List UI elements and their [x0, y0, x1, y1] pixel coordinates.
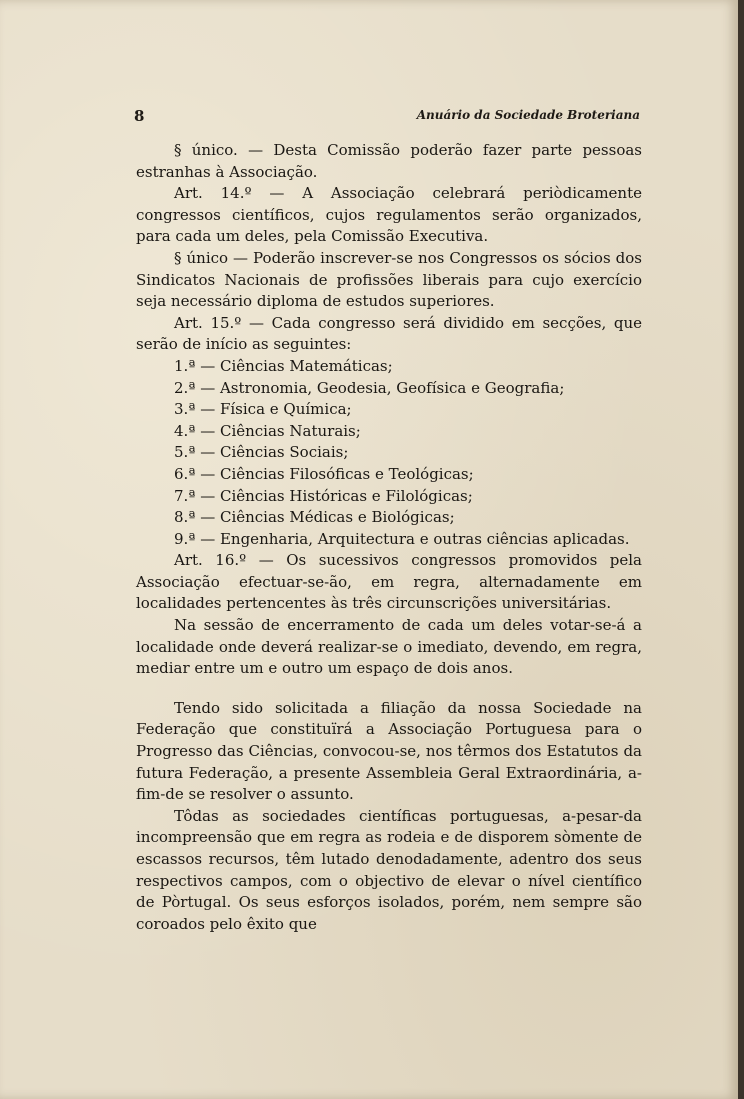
- section-list-item: 4.ª — Ciências Naturais;: [174, 421, 361, 440]
- paragraph: Na sessão de encerramento de cada um deles votar-se-á a localidade onde deverá realizar-se o imediato, devendo, em regra, mediar entre um e outro um espaço de dois anos.: [136, 616, 642, 678]
- paragraph: § único — Poderão inscrever-se nos Congressos os sócios dos Sindicatos Nacionais de profissões liberais para cujo exercício seja necessário diploma de estudos superiores.: [136, 248, 642, 311]
- page-header: [134, 107, 640, 125]
- section-list-item: 5.ª — Ciências Sociais;: [174, 443, 349, 462]
- page-body: [136, 140, 642, 935]
- section-break: [136, 680, 642, 698]
- section-list: [136, 356, 642, 550]
- section-list-item: 1.ª — Ciências Matemáticas;: [174, 356, 393, 375]
- section-list-item: 2.ª — Astronomia, Geodesia, Geofísica e Geografia;: [174, 378, 565, 397]
- paragraph: Tôdas as sociedades científicas portuguesas, a-pesar-da incompreensão que em regra as rodeia e de disporem sòmente de escassos recursos, têm lutado denodadamente, adentro dos seus respectivos campos, com o objectivo de elevar o nível científico de Pòrtugal. Os seus esforços isolados, porém, nem sempre são coroados pelo êxito que: [136, 806, 642, 933]
- paragraph: Art. 15.º — Cada congresso será dividido em secções, que serão de início as seguintes:: [136, 313, 642, 354]
- section-list-item: 3.ª — Física e Química;: [174, 400, 352, 419]
- paragraph: Tendo sido solicitada a filiação da nossa Sociedade na Federação que constituïrá a Associação Portuguesa para o Progresso das Ciências, convocou-se, nos têrmos dos Estatutos da futura Federação, a presente Assembleia Geral Extraordinária, a-fim-de se resolver o assunto.: [136, 698, 642, 804]
- running-title: Anuário da Sociedade Broteriana: [416, 108, 640, 122]
- paragraph: § único. — Desta Comissão poderão fazer parte pessoas estranhas à Associação.: [136, 141, 642, 181]
- section-list-item: 8.ª — Ciências Médicas e Biológicas;: [174, 508, 455, 527]
- section-list-item: 6.ª — Ciências Filosóficas e Teológicas;: [174, 464, 474, 483]
- paragraph: Art. 14.º — A Associação celebrará periòdicamente congressos científicos, cujos regulamentos serão organizados, para cada um deles, pela Comissão Executiva.: [136, 184, 642, 246]
- paragraph: Art. 16.º — Os sucessivos congressos promovidos pela Associação efectuar-se-ão, em regra, alternadamente em localidades pertencentes às três circunscrições universitárias.: [136, 551, 642, 613]
- section-list-item: 7.ª — Ciências Históricas e Filológicas;: [174, 486, 473, 505]
- page-number: 8: [134, 107, 145, 125]
- section-list-item: 9.ª — Engenharia, Arquitectura e outras ciências aplicadas.: [174, 529, 630, 548]
- page-edge: [738, 0, 744, 1099]
